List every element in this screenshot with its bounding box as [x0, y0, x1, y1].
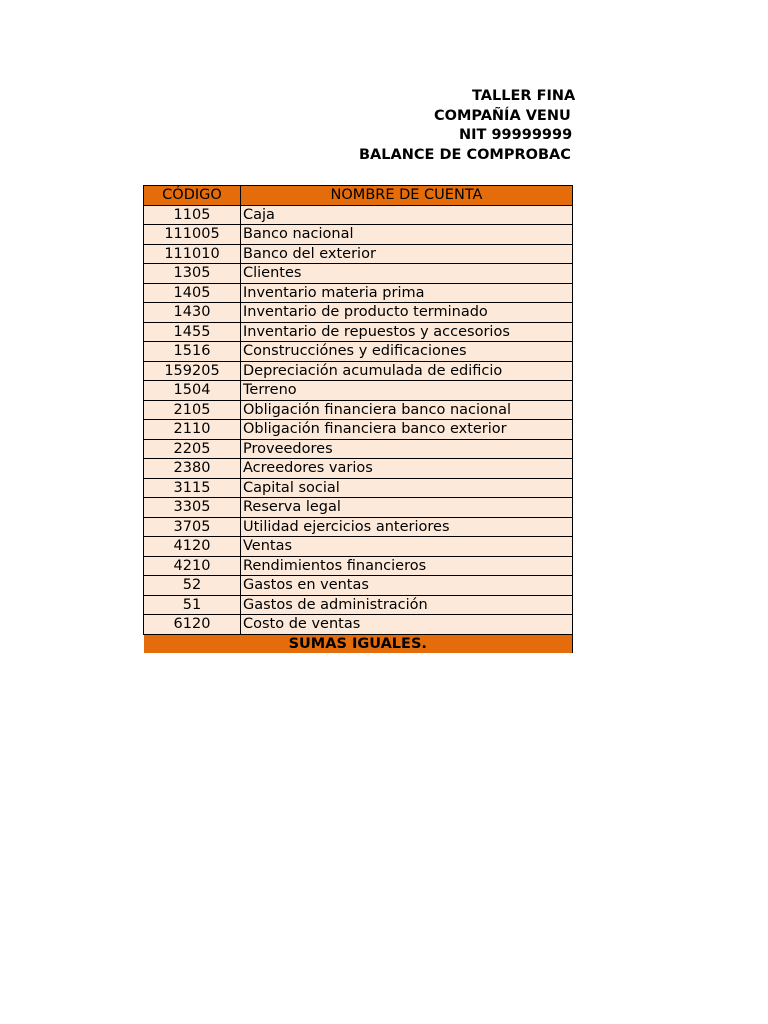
account-name-cell: Caja: [241, 205, 573, 225]
table-row: [144, 478, 573, 498]
account-code-cell: 1455: [144, 322, 241, 342]
table-row: [144, 556, 573, 576]
company-nit: NIT 99999999: [459, 127, 573, 143]
account-code-cell: 1516: [144, 342, 241, 362]
account-code-cell: 2205: [144, 439, 241, 459]
account-name-cell: Capital social: [241, 478, 573, 498]
table-row: [144, 342, 573, 362]
account-name-cell: Obligación financiera banco exterior: [241, 420, 573, 440]
table-row: [144, 595, 573, 615]
table-row: [144, 576, 573, 596]
table-row: [144, 381, 573, 401]
account-code-cell: 1504: [144, 381, 241, 401]
account-code-cell: 4210: [144, 556, 241, 576]
accounts-table: [143, 185, 573, 653]
account-code-cell: 2380: [144, 459, 241, 479]
account-code-cell: 1405: [144, 283, 241, 303]
table-row: [144, 225, 573, 245]
account-name-cell: Utilidad ejercicios anteriores: [241, 517, 573, 537]
column-header-name: NOMBRE DE CUENTA: [241, 186, 573, 206]
account-code-cell: 4120: [144, 537, 241, 557]
account-name-cell: Ventas: [241, 537, 573, 557]
table-row: [144, 205, 573, 225]
account-name-cell: Reserva legal: [241, 498, 573, 518]
account-name-cell: Clientes: [241, 264, 573, 284]
sumas-iguales-label: SUMAS IGUALES.: [144, 634, 573, 653]
table-row: [144, 498, 573, 518]
company-name: COMPAÑÍA VENU: [434, 108, 571, 124]
account-code-cell: 6120: [144, 615, 241, 635]
account-name-cell: Proveedores: [241, 439, 573, 459]
account-name-cell: Inventario de producto terminado: [241, 303, 573, 323]
table-row: [144, 322, 573, 342]
account-name-cell: Construcciónes y edificaciones: [241, 342, 573, 362]
table-row: [144, 303, 573, 323]
account-code-cell: 159205: [144, 361, 241, 381]
account-name-cell: Rendimientos financieros: [241, 556, 573, 576]
table-row: [144, 517, 573, 537]
table-row: [144, 459, 573, 479]
account-name-cell: Gastos en ventas: [241, 576, 573, 596]
table-header-row: [144, 186, 573, 206]
account-code-cell: 3305: [144, 498, 241, 518]
table-row: [144, 244, 573, 264]
account-name-cell: Terreno: [241, 381, 573, 401]
report-title: TALLER FINA: [472, 88, 575, 104]
table-row: [144, 264, 573, 284]
account-name-cell: Gastos de administración: [241, 595, 573, 615]
column-header-code: CÓDIGO: [144, 186, 241, 206]
account-code-cell: 111005: [144, 225, 241, 245]
account-code-cell: 2105: [144, 400, 241, 420]
account-code-cell: 1430: [144, 303, 241, 323]
account-code-cell: 2110: [144, 420, 241, 440]
account-code-cell: 111010: [144, 244, 241, 264]
account-code-cell: 3115: [144, 478, 241, 498]
table-row: [144, 283, 573, 303]
account-name-cell: Costo de ventas: [241, 615, 573, 635]
account-code-cell: 51: [144, 595, 241, 615]
table-row: [144, 615, 573, 635]
account-name-cell: Obligación financiera banco nacional: [241, 400, 573, 420]
table-footer-row: [144, 634, 573, 653]
account-name-cell: Banco nacional: [241, 225, 573, 245]
account-name-cell: Inventario materia prima: [241, 283, 573, 303]
table-row: [144, 400, 573, 420]
account-code-cell: 1305: [144, 264, 241, 284]
table-body: [144, 205, 573, 634]
account-code-cell: 52: [144, 576, 241, 596]
table-row: [144, 537, 573, 557]
account-code-cell: 1105: [144, 205, 241, 225]
report-subtitle: BALANCE DE COMPROBAC: [359, 147, 571, 163]
account-code-cell: 3705: [144, 517, 241, 537]
report-header: [300, 86, 575, 168]
table-row: [144, 420, 573, 440]
account-name-cell: Acreedores varios: [241, 459, 573, 479]
account-name-cell: Depreciación acumulada de edificio: [241, 361, 573, 381]
table-row: [144, 439, 573, 459]
account-name-cell: Banco del exterior: [241, 244, 573, 264]
table-row: [144, 361, 573, 381]
account-name-cell: Inventario de repuestos y accesorios: [241, 322, 573, 342]
